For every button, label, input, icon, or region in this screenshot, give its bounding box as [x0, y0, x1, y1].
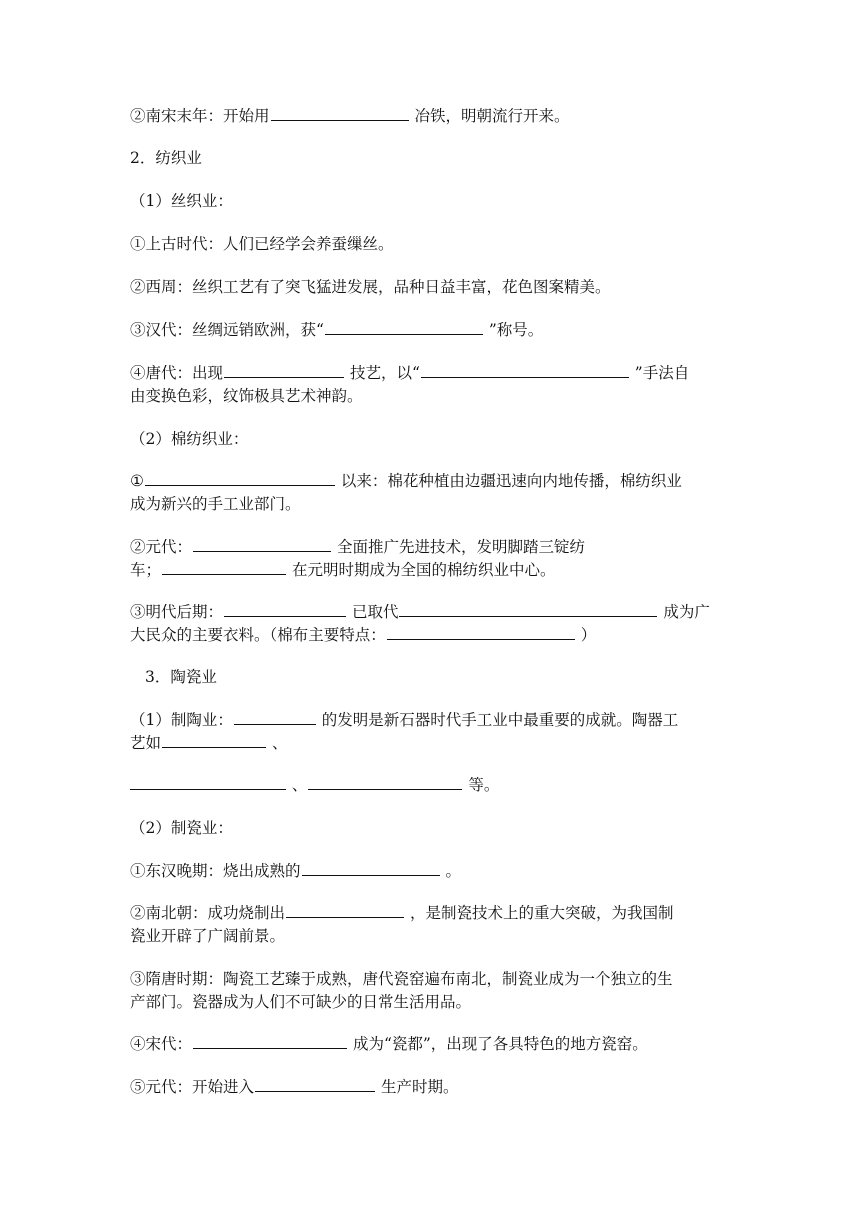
line-text: ⑤元代：开始进入: [130, 1078, 255, 1096]
line-text: 已取代: [347, 603, 399, 621]
text-line: [130, 622, 740, 648]
line-text: 生产时期。: [376, 1078, 459, 1096]
line-text: 产部门。瓷器成为人们不可缺少的日常生活用品。: [130, 993, 472, 1011]
line-text: 成为广: [658, 603, 710, 621]
answer-blank[interactable]: [387, 624, 575, 640]
line-text: 的发明是新石器时代手工业中最重要的成就。陶器工: [316, 711, 679, 729]
line-text: ③汉代：丝绸远销欧洲，获“: [130, 321, 324, 339]
line-text: 3．陶瓷业: [145, 668, 217, 686]
line-text: ②元代：: [130, 538, 193, 556]
answer-blank[interactable]: [193, 1033, 347, 1049]
answer-blank[interactable]: [145, 470, 335, 486]
line-text: ①东汉晚期：烧出成熟的: [130, 862, 301, 880]
line-text: 瓷业开辟了广阔前景。: [130, 927, 286, 945]
line-text: 、: [267, 734, 288, 752]
line-text: 。: [440, 862, 461, 880]
line-text: 以来：棉花种植由边疆迅速向内地传播，棉纺织业: [335, 472, 682, 490]
answer-blank[interactable]: [162, 559, 286, 575]
section-heading: [145, 664, 755, 690]
answer-blank[interactable]: [224, 601, 346, 617]
text-line: [130, 1074, 740, 1100]
text-line: [130, 989, 740, 1015]
text-line: [130, 274, 740, 300]
line-text: （1）丝织业：: [130, 192, 233, 210]
text-line: [130, 772, 740, 798]
line-text: 技艺，以“: [345, 364, 420, 382]
line-text: ②西周：丝织工艺有了突飞猛进发展，品种日益丰富，花色图案精美。: [130, 278, 611, 296]
text-line: [130, 317, 740, 343]
line-text: ③隋唐时期：陶瓷工艺臻于成熟，唐代瓷窑遍布南北，制瓷业成为一个独立的生: [130, 970, 673, 988]
subsection-heading: [130, 426, 740, 452]
line-text: ”手法自: [629, 364, 690, 382]
text-line: [130, 103, 740, 129]
text-line: [130, 491, 740, 517]
answer-blank[interactable]: [325, 319, 483, 335]
line-text: 、: [287, 776, 308, 794]
line-text: ，是制瓷技术上的重大突破，为我国制: [405, 904, 674, 922]
text-line: [130, 383, 740, 409]
answer-blank[interactable]: [162, 732, 266, 748]
answer-blank[interactable]: [234, 709, 316, 725]
answer-blank[interactable]: [399, 601, 657, 617]
line-text: 等。: [463, 776, 500, 794]
answer-blank[interactable]: [308, 774, 462, 790]
answer-blank[interactable]: [130, 774, 286, 790]
line-text: ②南宋末年：开始用: [130, 107, 270, 125]
line-text: 2．纺织业: [130, 149, 202, 167]
answer-blank[interactable]: [421, 362, 629, 378]
line-text: ④宋代：: [130, 1035, 193, 1053]
line-text: ①: [130, 472, 144, 490]
line-text: 在元明时期成为全国的棉纺织业中心。: [287, 561, 556, 579]
line-text: （1）制陶业：: [130, 711, 233, 729]
line-text: 冶铁，明朝流行开来。: [409, 107, 570, 125]
line-text: 大民众的主要衣料。（棉布主要特点：: [130, 626, 386, 644]
section-heading: [130, 145, 740, 171]
line-text: ②南北朝：成功烧制出: [130, 904, 286, 922]
text-line: [130, 858, 740, 884]
line-text: ”称号。: [483, 321, 544, 339]
line-text: ③明代后期：: [130, 603, 224, 621]
text-line: [130, 557, 740, 583]
answer-blank[interactable]: [255, 1076, 375, 1092]
line-text: 艺如: [130, 734, 162, 752]
line-text: 全面推广先进技术，发明脚踏三锭纺: [332, 538, 585, 556]
text-line: [130, 231, 740, 257]
answer-blank[interactable]: [302, 860, 440, 876]
line-text: 成为新兴的手工业部门。: [130, 495, 301, 513]
line-text: （2）棉纺织业：: [130, 430, 249, 448]
answer-blank[interactable]: [271, 105, 409, 121]
line-text: ）: [575, 626, 597, 644]
subsection-heading: [130, 188, 740, 214]
line-text: 成为“瓷都”，出现了各具特色的地方瓷窑。: [348, 1035, 648, 1053]
text-line: [130, 923, 740, 949]
line-text: 由变换色彩，纹饰极具艺术神韵。: [130, 387, 363, 405]
line-text: ④唐代：出现: [130, 364, 224, 382]
line-text: （2）制瓷业：: [130, 819, 233, 837]
text-line: [130, 730, 740, 756]
answer-blank[interactable]: [193, 536, 331, 552]
line-text: ①上古时代：人们已经学会养蚕缫丝。: [130, 235, 394, 253]
text-line: [130, 1031, 740, 1057]
line-text: 车；: [130, 561, 162, 579]
answer-blank[interactable]: [286, 902, 404, 918]
answer-blank[interactable]: [224, 362, 344, 378]
subsection-heading: [130, 815, 740, 841]
